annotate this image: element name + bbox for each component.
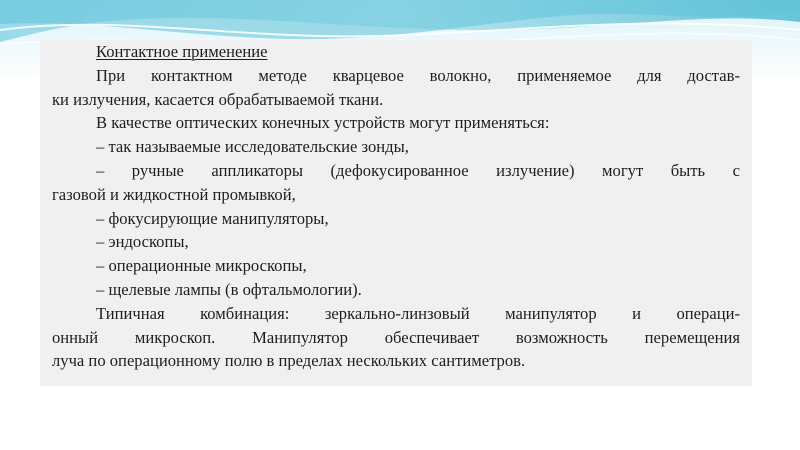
paragraph-line: Типичная комбинация: зеркально-линзовый манипулятор и операци- (96, 303, 740, 323)
list-item: – так называемые исследовательские зонды, (96, 137, 409, 157)
list-item: – ручные аппликаторы (дефокусированное излучение) могут быть с (96, 160, 740, 180)
section-heading: Контактное применение (96, 42, 268, 61)
list-item: – щелевые лампы (в офтальмологии). (96, 279, 362, 299)
text-panel (40, 40, 752, 386)
paragraph-line: ки излучения, касается обрабатываемой ткани. (52, 89, 384, 109)
list-item: – фокусирующие манипуляторы, (96, 208, 329, 228)
paragraph-line: В качестве оптических конечных устройств могут применяться: (96, 113, 550, 133)
list-item: – эндоскопы, (96, 232, 189, 252)
list-item: – операционные микроскопы, (96, 256, 307, 276)
paragraph-line: онный микроскоп. Манипулятор обеспечивает возможность перемещения (52, 327, 740, 347)
paragraph-line: При контактном методе кварцевое волокно, применяемое для достав- (96, 65, 740, 85)
list-item-continuation: газовой и жидкостной промывкой, (52, 184, 296, 204)
paragraph-line: луча по операционному полю в пределах нескольких сантиметров. (52, 351, 526, 371)
